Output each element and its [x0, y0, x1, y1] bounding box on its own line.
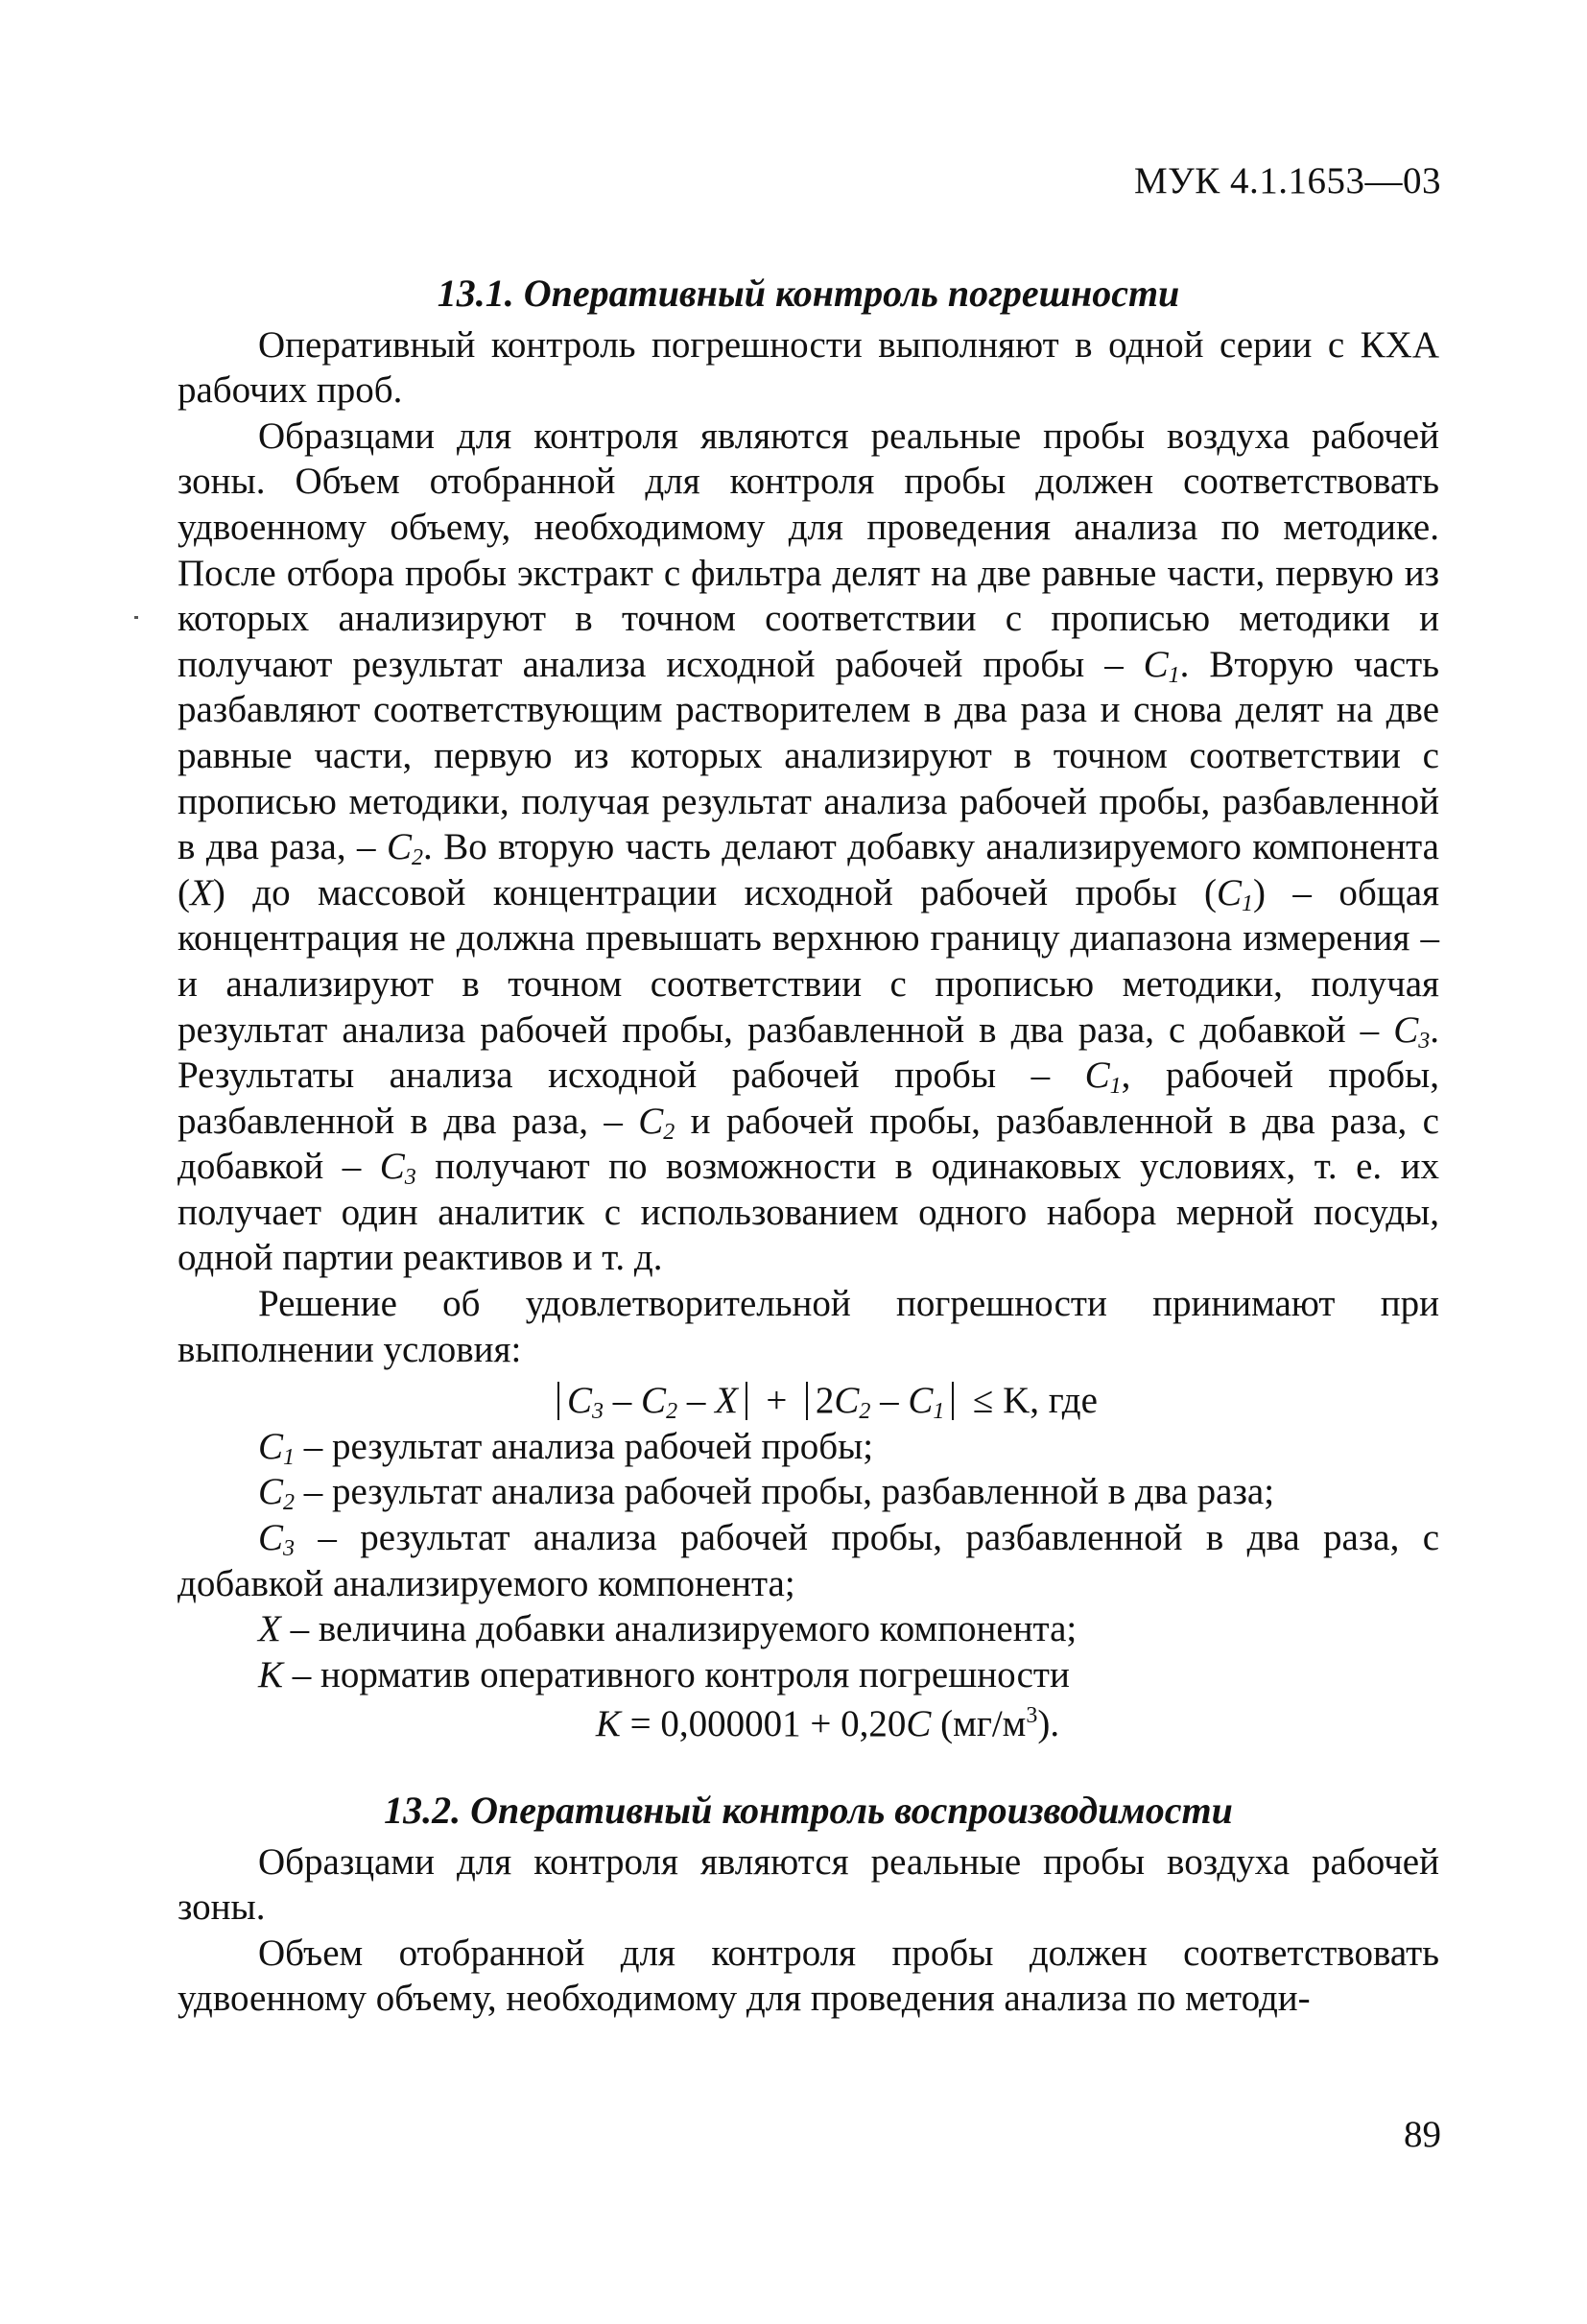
definition-item — [178, 1652, 1439, 1698]
norm-expression: = 0,000001 + 0,20 — [620, 1703, 907, 1745]
text-fragment: ) – общая концентрация не должна превышать верхнюю границу диапазона измерения – и анализируют в точном соответствии с прописью методики, получая результат анализа рабочей пробы, разбавленной в два раза, с добавкой – — [178, 871, 1440, 1051]
definition-symbol: X — [258, 1608, 281, 1650]
section-title-13-1: 13.1. Оперативный контроль погрешности — [437, 272, 1180, 315]
definition-item — [178, 1424, 1439, 1470]
definition-text: – норматив оперативного контроля погрешности — [283, 1653, 1070, 1696]
definition-index: 3 — [283, 1536, 296, 1562]
text-fragment: , рабочей пробы, разбавленной в два раза, – — [178, 1055, 1440, 1142]
page-number: 89 — [1404, 2114, 1441, 2155]
definition-text: – результат анализа рабочей пробы; — [295, 1425, 874, 1467]
section-title-13-2: 13.2. Оперативный контроль воспроизводимости — [384, 1789, 1233, 1832]
definition-symbol: C — [258, 1471, 284, 1513]
definition-text: – результат анализа рабочей пробы, разбавленной в два раза, с добавкой анализируемого компонента; — [178, 1517, 1439, 1604]
definition-item — [178, 1515, 1439, 1606]
text-fragment: получают по возможности в одинаковых условиях, т. е. их получает один аналитик с использованием одного набора мерной посуды, одной партии реактивов и т. д. — [178, 1146, 1439, 1279]
condition-tail: ≤ K, где — [972, 1380, 1098, 1422]
definition-text: – величина добавки анализируемого компонента; — [280, 1608, 1078, 1650]
norm-concentration-symbol: C — [906, 1703, 932, 1745]
scan-speck — [134, 616, 138, 619]
definition-symbol: C — [258, 1425, 284, 1467]
definitions-list — [178, 1424, 1439, 1698]
definition-index: 2 — [283, 1490, 296, 1516]
definition-symbol: C — [258, 1517, 284, 1559]
page-content — [178, 271, 1439, 2022]
norm-unit-exponent: 3 — [1026, 1703, 1038, 1729]
paragraph-procedure: Образцами для контроля являются реальные пробы воздуха рабочей зоны. Объем отобранной для контроля пробы должен соответствовать удвоенному объему, необходимому для проведения анализа по методике. После отбора пробы экстракт с фильтра делят на две равные части, первую из которых анализируют в точном соответствии с прописью методики и получают результат анализа исходной рабочей пробы – $C_1$. Вторую часть разбавляют соответствующим растворителем в два раза и снова делят на две равные части, первую из которых анализируют в точном соответствии с прописью методики, получая результат анализа рабочей пробы, разбавленной в два раза, – $C_2$. Во вторую часть делают добавку анализируемого компонента (X) до массовой концентрации исходной рабочей пробы $(C_1)$ – общая концентрация не должна превышать верхнюю границу диапазона измерения – и анализируют в точном соответствии с прописью методики, получая результат анализа рабочей пробы, разбавленной в два раза, с добавкой – $C_3$. Результаты анализа исходной рабочей пробы – $C_1$, рабочей пробы, разбавленной в два раза, – $C_2$ и рабочей пробы, разбавленной в два раза, с добавкой – $C_3$ получают по возможности в одинаковых условиях, т. е. их получает один аналитик с использованием одного набора мерной посуды, одной партии реактивов и т. д. — [178, 415, 1440, 1279]
document-code-header: МУК 4.1.1653—03 — [1133, 160, 1441, 202]
text-fragment: и рабочей пробы, разбавленной в два раза, с добавкой – — [178, 1100, 1439, 1188]
condition-formula: $C_3 - C_2 - X + 2C_2 - C_1 \le K$, где — [178, 1378, 1439, 1424]
norm-unit: (мг/м — [931, 1703, 1027, 1745]
paragraph-samples: Образцами для контроля являются реальные пробы воздуха рабочей зоны. — [178, 1840, 1439, 1929]
definition-item — [178, 1606, 1439, 1652]
abs-term-1: $C_3 - C_2$ – X — [557, 1382, 747, 1420]
text-fragment: . Во вторую часть делают добавку анализируемого компонента ( — [178, 826, 1439, 913]
paragraph-intro: Оперативный контроль погрешности выполняют в одной серии с КХА рабочих проб. — [178, 323, 1439, 412]
norm-symbol: K — [595, 1703, 621, 1745]
text-fragment: . Результаты анализа исходной рабочей пробы – — [178, 1008, 1439, 1097]
text-fragment: ) до массовой концентрации исходной рабочей пробы ( — [212, 871, 1217, 913]
definition-symbol: K — [258, 1653, 284, 1696]
definition-index: 1 — [283, 1444, 296, 1470]
text-fragment: . Вторую часть разбавляют соответствующим растворителем в два раза и снова делят на две равные части, первую из которых анализируют в точном соответствии с прописью методики, получая результат анализа рабочей пробы, разбавленной в два раза, – — [178, 643, 1440, 868]
text-fragment: Образцами для контроля являются реальные пробы воздуха рабочей зоны. Объем отобранной для контроля пробы должен соответствовать удвоенному объему, необходимому для проведения анализа по методике. После отбора пробы экстракт с фильтра делят на две равные части, первую из которых анализируют в точном соответствии с прописью методики и получают результат анализа исходной рабочей пробы – — [178, 415, 1439, 685]
norm-formula — [178, 1701, 1439, 1747]
abs-term-2: $2C_2 - C_1$ — [806, 1382, 955, 1420]
definition-text: – результат анализа рабочей пробы, разбавленной в два раза; — [295, 1471, 1275, 1513]
paragraph-volume: Объем отобранной для контроля пробы должен соответствовать удвоенному объему, необходимому для проведения анализа по методи- — [178, 1932, 1439, 2020]
paragraph-condition: Решение об удовлетворительной погрешности принимают при выполнении условия: — [178, 1283, 1439, 1370]
definition-item — [178, 1469, 1439, 1515]
norm-formula-end: ). — [1037, 1703, 1060, 1745]
